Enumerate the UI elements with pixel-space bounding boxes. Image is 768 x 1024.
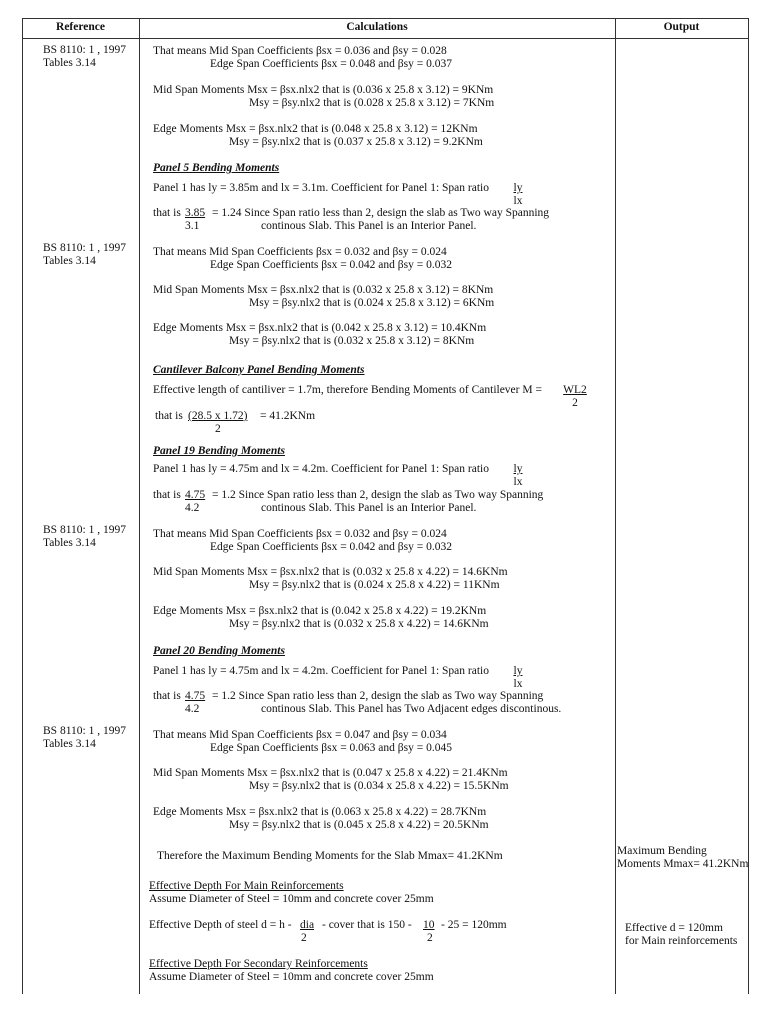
fraction-denominator: 3.1 <box>185 220 200 232</box>
calc-line: That means Mid Span Coefficients βsx = 0.032 and βsy = 0.024 <box>153 528 447 540</box>
calc-line: = 1.2 Since Span ratio less than 2, design the slab as Two way Spanning <box>212 489 544 501</box>
section-heading: Cantilever Balcony Panel Bending Moments <box>153 364 365 376</box>
output-max-moment-label: Maximum Bending <box>617 845 707 857</box>
fraction-numerator: ly <box>513 182 523 194</box>
calc-line: that is <box>153 489 181 501</box>
calc-line: - cover that is 150 - <box>322 919 412 931</box>
calc-line: Msy = βsy.nlx2 that is (0.032 x 25.8 x 3.12) = 8KNm <box>229 335 475 347</box>
reference-table: Tables 3.14 <box>43 537 96 549</box>
calc-line: Therefore the Maximum Bending Moments for the Slab Mmax= 41.2KNm <box>157 850 503 862</box>
reference-table: Tables 3.14 <box>43 255 96 267</box>
calc-line: Panel 1 has ly = 4.75m and lx = 4.2m. Coefficient for Panel 1: Span ratio <box>153 463 489 475</box>
calc-line: Edge Span Coefficients βsx = 0.048 and βsy = 0.037 <box>210 58 452 70</box>
calc-line: Effective Depth of steel d = h - <box>149 919 292 931</box>
section-heading: Panel 19 Bending Moments <box>153 445 285 457</box>
output-main-reinforcement: for Main reinforcements <box>625 935 738 947</box>
fraction-denominator: 2 <box>215 423 221 435</box>
calc-line: that is <box>155 410 183 422</box>
fraction-denominator: lx <box>513 195 523 207</box>
reference-standard: BS 8110: 1 , 1997 <box>43 242 126 254</box>
calc-line: Msy = βsy.nlx2 that is (0.037 x 25.8 x 3.12) = 9.2KNm <box>229 136 483 148</box>
fraction-numerator: dia <box>300 919 315 931</box>
calc-line: Panel 1 has ly = 3.85m and lx = 3.1m. Coefficient for Panel 1: Span ratio <box>153 182 489 194</box>
reference-header: Reference <box>56 21 105 33</box>
output-max-moment-value: Moments Mmax= 41.2KNm <box>617 858 749 870</box>
fraction-numerator: WL2 <box>563 384 587 396</box>
calc-line: Msy = βsy.nlx2 that is (0.045 x 25.8 x 4.22) = 20.5KNm <box>229 819 489 831</box>
calc-line: = 1.2 Since Span ratio less than 2, design the slab as Two way Spanning <box>212 690 544 702</box>
header-bottom-border <box>22 38 748 39</box>
calc-line: That means Mid Span Coefficients βsx = 0.036 and βsy = 0.028 <box>153 45 447 57</box>
calc-line: Mid Span Moments Msx = βsx.nlx2 that is (0.032 x 25.8 x 4.22) = 14.6KNm <box>153 566 508 578</box>
calc-line: = 41.2KNm <box>260 410 316 422</box>
calc-line: Edge Moments Msx = βsx.nlx2 that is (0.042 x 25.8 x 4.22) = 19.2KNm <box>153 605 487 617</box>
fraction-denominator: 2 <box>427 932 433 944</box>
calc-line: Msy = βsy.nlx2 that is (0.024 x 25.8 x 3.12) = 6KNm <box>249 297 495 309</box>
section-heading: Panel 5 Bending Moments <box>153 162 280 174</box>
table-left-border <box>22 18 23 994</box>
calc-line: Mid Span Moments Msx = βsx.nlx2 that is (0.036 x 25.8 x 3.12) = 9KNm <box>153 84 494 96</box>
fraction-denominator: lx <box>513 476 523 488</box>
calc-line: Edge Span Coefficients βsx = 0.042 and βsy = 0.032 <box>210 259 452 271</box>
reference-divider <box>139 18 140 994</box>
section-heading: Effective Depth For Secondary Reinforcements <box>149 958 368 970</box>
calc-line: Edge Moments Msx = βsx.nlx2 that is (0.048 x 25.8 x 3.12) = 12KNm <box>153 123 478 135</box>
fraction-denominator: 2 <box>301 932 307 944</box>
calc-line: continous Slab. This Panel has Two Adjacent edges discontinous. <box>261 703 562 715</box>
reference-table: Tables 3.14 <box>43 738 96 750</box>
calc-line: Assume Diameter of Steel = 10mm and concrete cover 25mm <box>149 893 434 905</box>
calc-line: Effective length of cantiliver = 1.7m, therefore Bending Moments of Cantilever M = <box>153 384 542 396</box>
calc-line: Msy = βsy.nlx2 that is (0.028 x 25.8 x 3.12) = 7KNm <box>249 97 495 109</box>
output-effective-depth: Effective d = 120mm <box>625 922 723 934</box>
reference-table: Tables 3.14 <box>43 57 96 69</box>
fraction-numerator: 4.75 <box>185 489 206 501</box>
fraction-numerator: ly <box>513 463 523 475</box>
calc-line: That means Mid Span Coefficients βsx = 0.047 and βsy = 0.034 <box>153 729 447 741</box>
calculations-header: Calculations <box>346 21 408 33</box>
calc-line: Mid Span Moments Msx = βsx.nlx2 that is (0.047 x 25.8 x 4.22) = 21.4KNm <box>153 767 508 779</box>
calc-line: continous Slab. This Panel is an Interior Panel. <box>261 502 477 514</box>
reference-standard: BS 8110: 1 , 1997 <box>43 524 126 536</box>
table-right-border <box>748 18 749 994</box>
fraction-denominator: 4.2 <box>185 703 200 715</box>
calc-line: that is <box>153 207 181 219</box>
table-top-border <box>22 18 748 19</box>
reference-standard: BS 8110: 1 , 1997 <box>43 44 126 56</box>
fraction-numerator: 4.75 <box>185 690 206 702</box>
fraction-denominator: lx <box>513 678 523 690</box>
calc-line: Panel 1 has ly = 4.75m and lx = 4.2m. Coefficient for Panel 1: Span ratio <box>153 665 489 677</box>
fraction-numerator: 3.85 <box>185 207 206 219</box>
calc-line: Edge Moments Msx = βsx.nlx2 that is (0.063 x 25.8 x 4.22) = 28.7KNm <box>153 806 487 818</box>
calc-line: continous Slab. This Panel is an Interior Panel. <box>261 220 477 232</box>
calc-line: that is <box>153 690 181 702</box>
calc-line: = 1.24 Since Span ratio less than 2, design the slab as Two way Spanning <box>212 207 550 219</box>
reference-standard: BS 8110: 1 , 1997 <box>43 725 126 737</box>
fraction-denominator: 2 <box>572 397 578 409</box>
calc-line: Edge Span Coefficients βsx = 0.063 and βsy = 0.045 <box>210 742 452 754</box>
fraction-denominator: 4.2 <box>185 502 200 514</box>
output-header: Output <box>663 21 700 33</box>
fraction-numerator: 10 <box>423 919 435 931</box>
calc-line: Mid Span Moments Msx = βsx.nlx2 that is (0.032 x 25.8 x 3.12) = 8KNm <box>153 284 494 296</box>
section-heading: Panel 20 Bending Moments <box>153 645 285 657</box>
calc-line: - 25 = 120mm <box>441 919 507 931</box>
calc-line: Msy = βsy.nlx2 that is (0.024 x 25.8 x 4.22) = 11KNm <box>249 579 500 591</box>
section-heading: Effective Depth For Main Reinforcements <box>149 880 344 892</box>
fraction-numerator: (28.5 x 1.72) <box>188 410 248 422</box>
output-divider <box>615 18 616 994</box>
calc-line: Edge Moments Msx = βsx.nlx2 that is (0.042 x 25.8 x 3.12) = 10.4KNm <box>153 322 487 334</box>
calc-line: Msy = βsy.nlx2 that is (0.034 x 25.8 x 4.22) = 15.5KNm <box>249 780 509 792</box>
fraction-numerator: ly <box>513 665 523 677</box>
calc-line: Assume Diameter of Steel = 10mm and concrete cover 25mm <box>149 971 434 983</box>
calc-line: Edge Span Coefficients βsx = 0.042 and βsy = 0.032 <box>210 541 452 553</box>
calc-line: That means Mid Span Coefficients βsx = 0.032 and βsy = 0.024 <box>153 246 447 258</box>
calc-line: Msy = βsy.nlx2 that is (0.032 x 25.8 x 4.22) = 14.6KNm <box>229 618 489 630</box>
